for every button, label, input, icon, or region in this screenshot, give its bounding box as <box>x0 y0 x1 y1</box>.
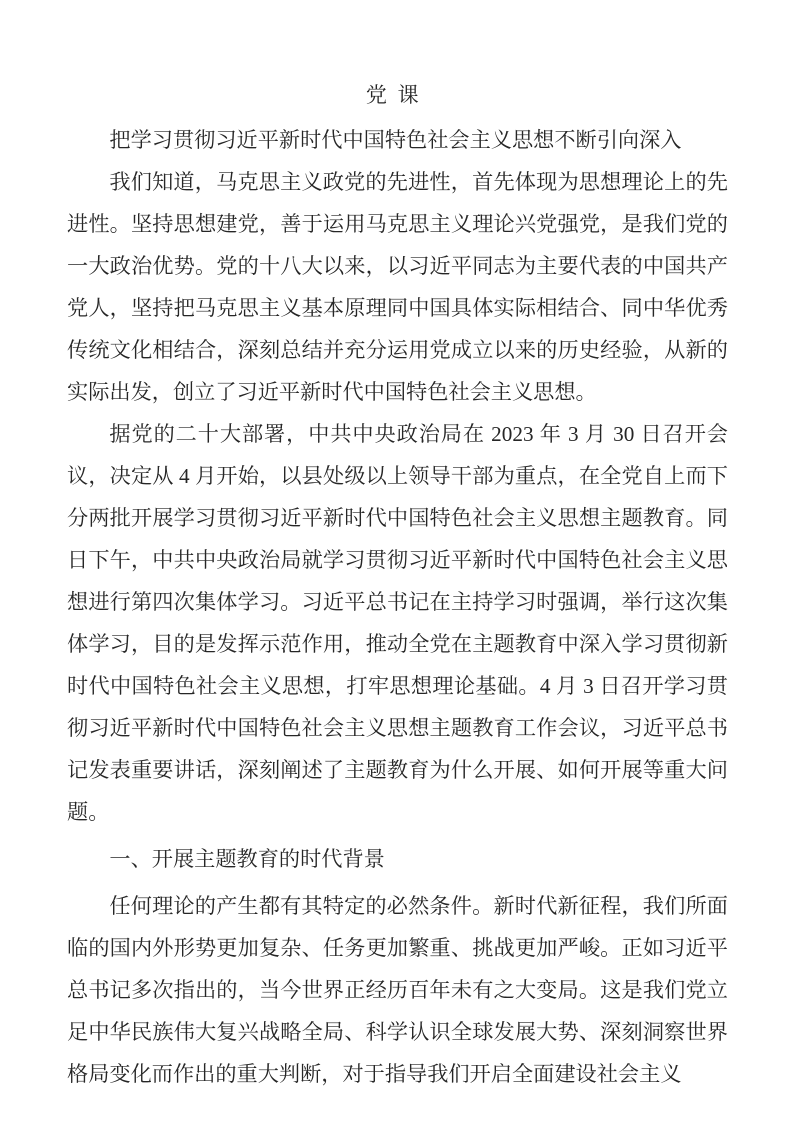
document-subtitle: 把学习贯彻习近平新时代中国特色社会主义思想不断引向深入 <box>109 128 682 152</box>
section-heading: 一、开展主题教育的时代背景 <box>109 847 385 871</box>
section-paragraph: 任何理论的产生都有其特定的必然条件。新时代新征程，我们所面临的国内外形势更加复杂、任务更加繁重、挑战更加严峻。正如习近平总书记多次指出的，当今世界正经历百年未有之大变局。这是我们党立足中华民族伟大复兴战略全局、科学认识全球发展大势、深刻洞察世界格局变化而作出的重大判断，对于指导我们开启全面建设社会主义 <box>67 894 728 1086</box>
body-paragraph-2: 据党的二十大部署，中共中央政治局在 2023 年 3 月 30 日召开会议，决定从 4 月开始，以县处级以上领导干部为重点，在全党自上而下分两批开展学习贯彻习近平新时代中国特色社会主义思想主题教育。同日下午，中共中央政治局就学习贯彻习近平新时代中国特色社会主义思想进行第四次集体学习。习近平总书记在主持学习时强调，举行这次集体学习，目的是发挥示范作用，推动全党在主题教育中深入学习贯彻新时代中国特色社会主义思想，打牢思想理论基础。4 月 3 日召开学习贯彻习近平新时代中国特色社会主义思想主题教育工作会议，习近平总书记发表重要讲话，深刻阐述了主题教育为什么开展、如何开展等重大问题。 <box>67 422 728 824</box>
document-title: 党课 <box>365 83 430 107</box>
body-paragraph-1: 我们知道，马克思主义政党的先进性，首先体现为思想理论上的先进性。坚持思想建党，善于运用马克思主义理论兴党强党，是我们党的一大政治优势。党的十八大以来，以习近平同志为主要代表的中国共产党人，坚持把马克思主义基本原理同中国具体实际相结合、同中华优秀传统文化相结合，深刻总结并充分运用党成立以来的历史经验，从新的实际出发，创立了习近平新时代中国特色社会主义思想。 <box>67 170 728 404</box>
document-content <box>67 74 728 1095</box>
